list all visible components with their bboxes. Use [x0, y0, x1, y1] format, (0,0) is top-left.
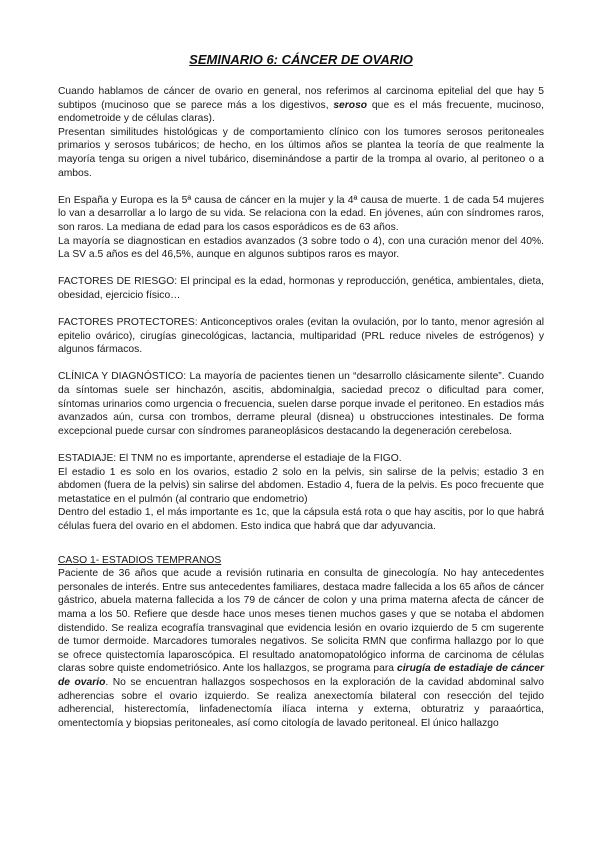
- risk-factors-paragraph: FACTORES DE RIESGO: El principal es la edad, hormonas y reproducción, genética, ambientales, dieta, obesidad, ejercicio físico…: [58, 276, 544, 301]
- document-page: [58, 52, 544, 730]
- page-title: SEMINARIO 6: CÁNCER DE OVARIO: [189, 52, 413, 67]
- case1-paragraph: [58, 567, 544, 730]
- staging-paragraph-1: ESTADIAJE: El TNM no es importante, aprenderse el estadiaje de la FIGO.: [58, 453, 402, 465]
- epidemiology-paragraph-2: La mayoría se diagnostican en estadios avanzados (3 sobre todo o 4), con una curación menor del 40%. La SV a.5 años es del 46,5%, aunque en algunos subtipos raros es mayor.: [58, 235, 544, 261]
- intro-emphasis-seroso: seroso: [333, 99, 368, 111]
- case1-text-c: . No se encuentran hallazgos sospechosos en la exploración de la cavidad abdominal salvo adherencias sobre el ovario izquierdo. Se realiza anexectomía bilateral con resección del tejido adherencial, histerectomía, linfadenectomía ilíaca interna y externa, obturatriz y paraaórtica, omentectomía y biopsias peritoneales, así como citología de lavado peritoneal. El único hallazgo: [58, 676, 545, 729]
- intro-paragraph-1: [58, 85, 544, 126]
- intro-text-c: que es el más frecuente, mucinoso, endometroide y de células claras).: [58, 99, 544, 125]
- protective-factors-paragraph: FACTORES PROTECTORES: Anticonceptivos orales (evitan la ovulación, por lo tanto, menor agresión al epitelio ovárico), cirugías ginecológicas, lactancia, multiparidad (PRL reduce niveles de estrógenos) y algunos fármacos.: [58, 317, 544, 356]
- intro-text-a: Cuando hablamos de cáncer de ovario en general, nos referimos al carcinoma epitelial del que hay 5 subtipos (mucinoso que se parece más a los digestivos,: [58, 86, 544, 111]
- case1-heading: CASO 1- ESTADIOS TEMPRANOS: [58, 554, 222, 566]
- staging-paragraph-3: Dentro del estadio 1, el más importante es 1c, que la cápsula está rota o que hay ascitis, por lo que habrá células fuera del ovario en el abdomen. Esto indica que habrá que dar adyuvancia.: [58, 507, 544, 532]
- intro-paragraph-2: Presentan similitudes histológicas y de comportamiento clínico con los tumores serosos peritoneales primarios y serosos tubáricos; de hecho, en los últimos años se plantea la teoría de que realmente la mayoría tenga su origen a nivel tubárico, diseminándose a partir de la trompa al ovario, al peritoneo o a ambos.: [58, 126, 544, 179]
- staging-paragraph-2: El estadio 1 es solo en los ovarios, estadio 2 solo en la pelvis, sin salirse de la pelvis; estadio 3 en abdomen (fuera de la pelvis) sin salirse del abdomen. Estadio 4, fuera de la pelvis. Es poco frecuente que metastatice en el pulmón (al contrario que endometrio): [58, 466, 544, 505]
- clinic-diagnosis-paragraph: CLÍNICA Y DIAGNÓSTICO: La mayoría de pacientes tienen un “desarrollo clásicamente silente”. Cuando da síntomas suele ser hinchazón, ascitis, abdominalgia, saciedad precoz o dificultad para comer, síntomas urinarios como urgencia o frecuencia, suelen darse porque invade el peritoneo. En estadios más avanzados aún, cursa con trombos, derrame pleural (disnea) u obstrucciones intestinales. De forma excepcional puede cursar con síndromes paraneoplásicos destacando la degeneración cerebelosa.: [58, 371, 544, 437]
- case1-emphasis-surgery: cirugía de estadiaje de cáncer de ovario: [58, 663, 544, 688]
- case1-text-a: Paciente de 36 años que acude a revisión rutinaria en consulta de ginecología. No hay antecedentes personales de interés. Entre sus antecedentes familiares, destaca madre fallecida a los 65 años de cáncer gástrico, abuela materna fallecida a los 79 de cáncer de colon y una prima materna afecta de cáncer de mama a los 50. Refiere que desde hace unos meses tienen muchos gases y que se notaba el abdomen distendido. Se realiza ecografía transvaginal que evidencia lesión en ovario izquierdo de 5 cm sugerente de tumor dermoide. Marcadores tumorales negativos. Se solicita RMN que confirma hallazgo por lo que se ofrece quistectomía laparoscópica. El resultado anatomopatológico informa de carcinoma de células claras sobre quiste endometriósico. Ante los hallazgos, se programa para: [58, 568, 544, 675]
- epidemiology-paragraph-1: En España y Europa es la 5ª causa de cáncer en la mujer y la 4ª causa de muerte. 1 de cada 54 mujeres lo van a desarrollar a lo largo de su vida. Se relaciona con la edad. En jóvenes, aún con síndromes raros, son raros. La mediana de edad para los casos esporádicos es de 63 años.: [58, 194, 544, 233]
